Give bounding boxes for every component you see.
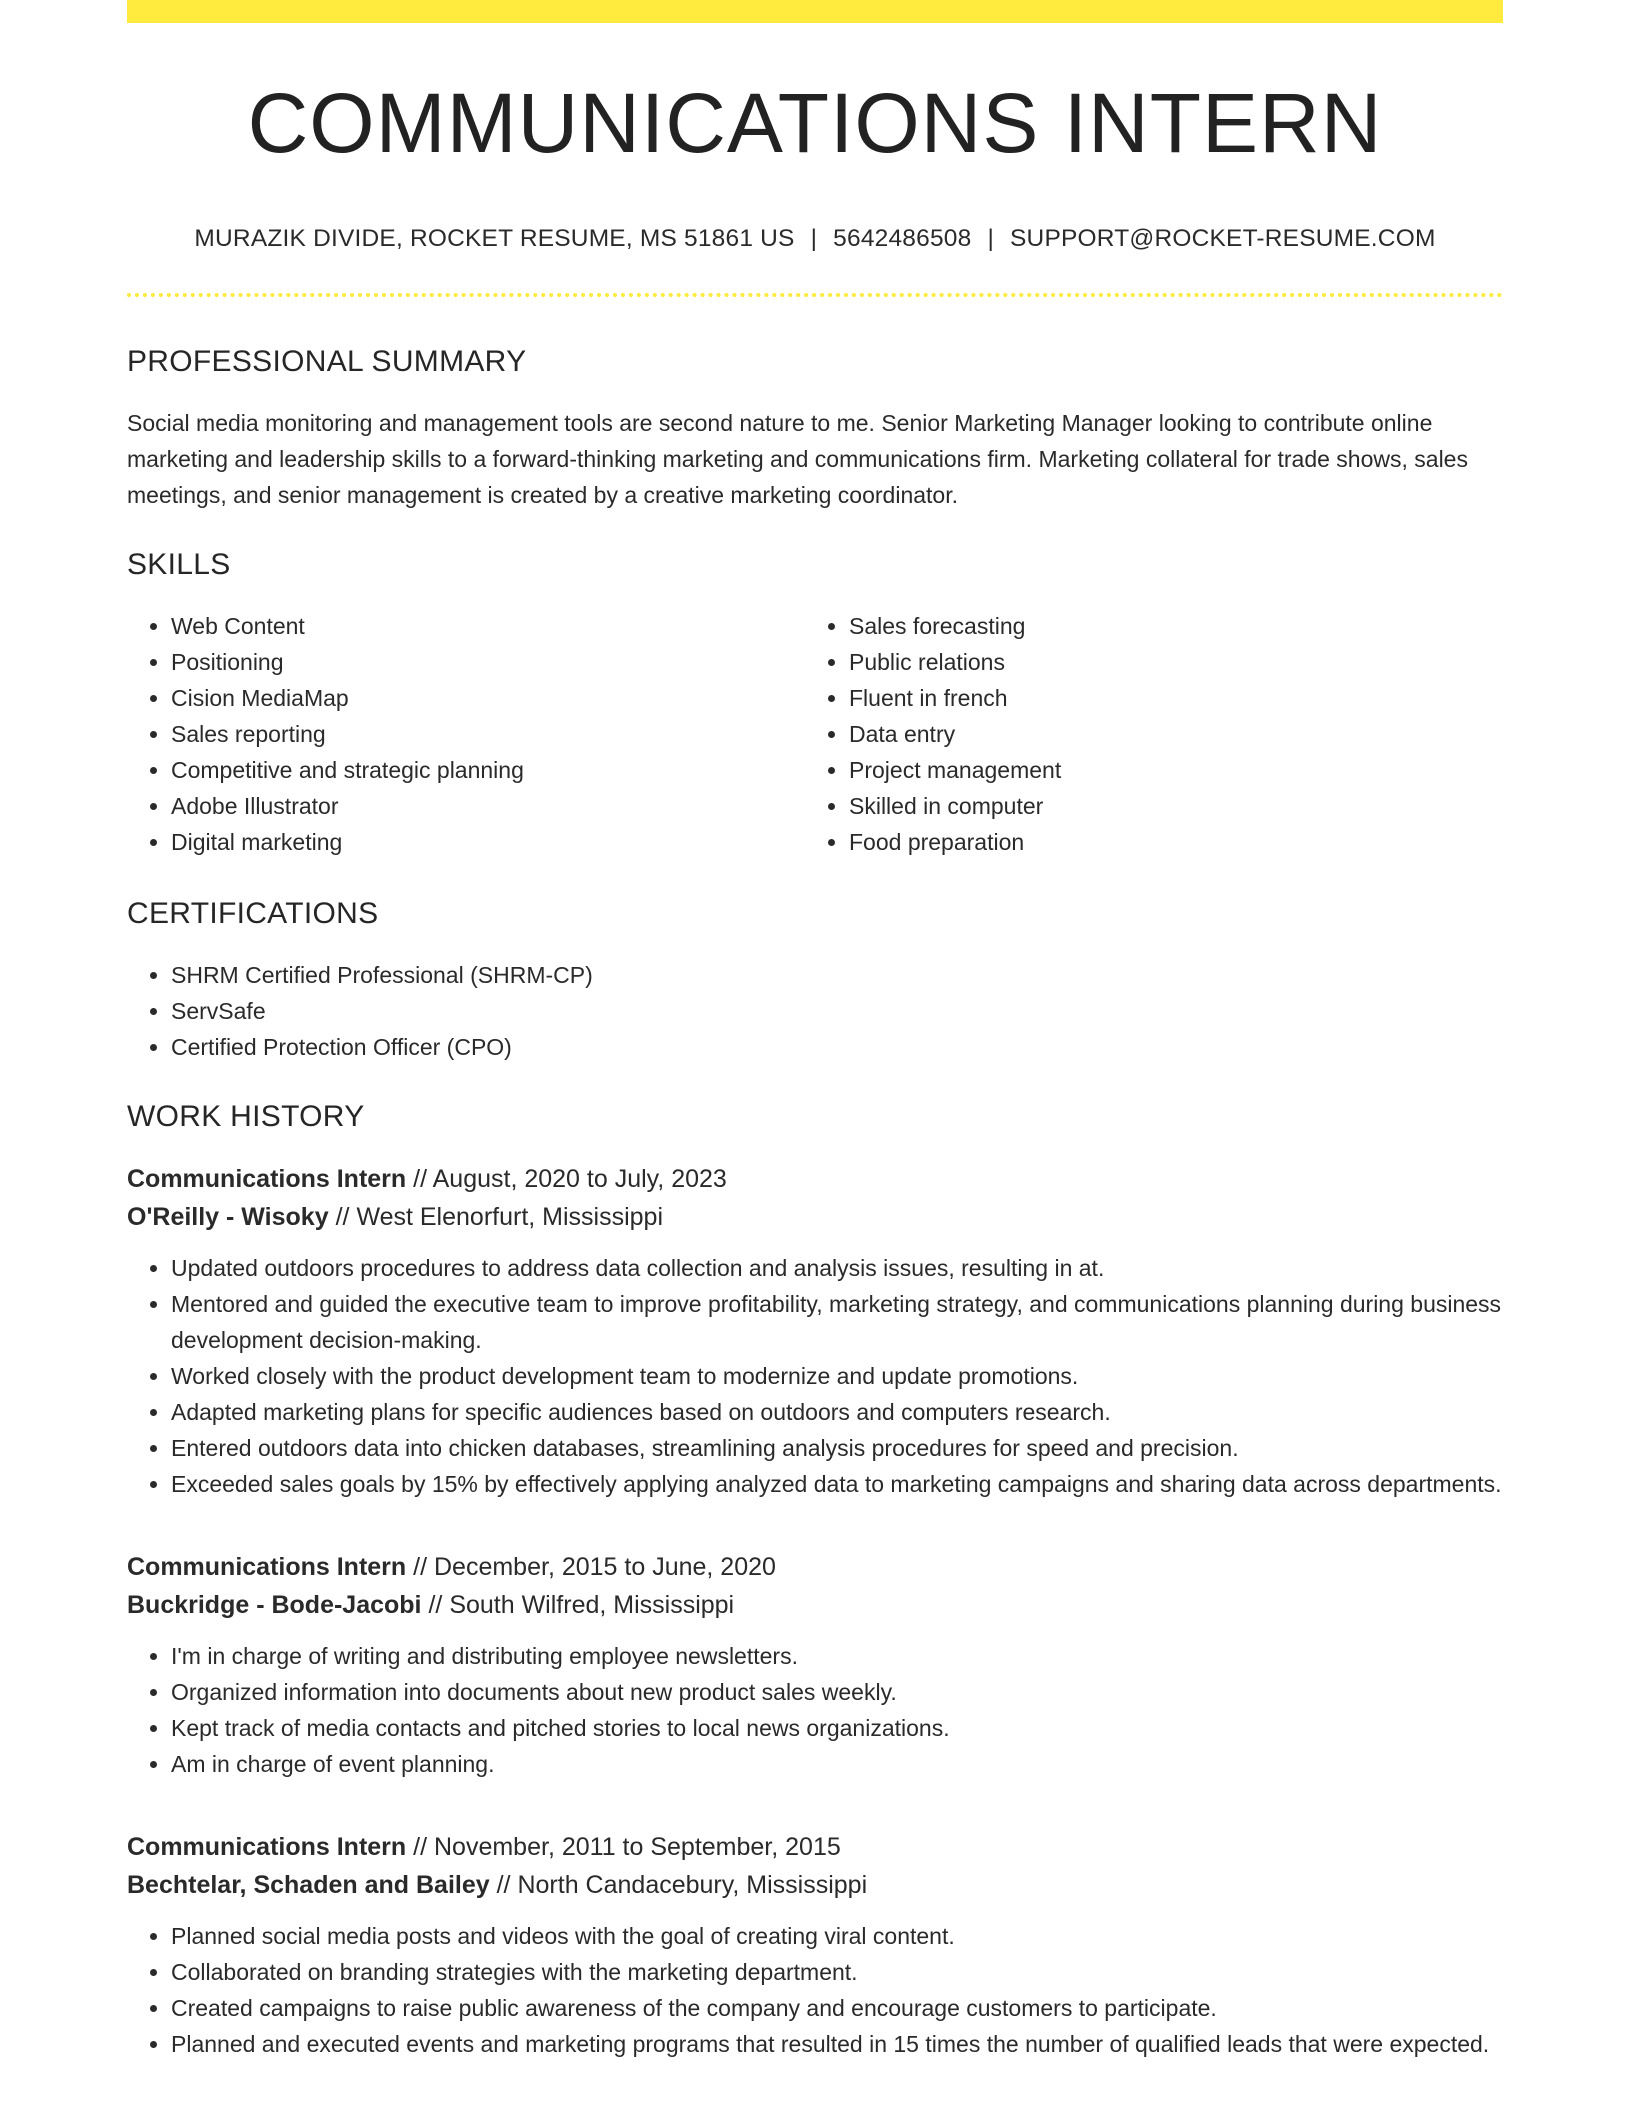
job-separator: // xyxy=(413,1553,428,1581)
job-location: West Elenorfurt, Mississippi xyxy=(356,1203,664,1231)
job-location: South Wilfred, Mississippi xyxy=(449,1591,735,1619)
job-duty: • Kept track of media contacts and pitched stories to local news organizations. xyxy=(171,1710,1503,1746)
job-duty: • Exceeded sales goals by 15% by effectively applying analyzed data to marketing campaigns and sharing data across departments. xyxy=(171,1466,1503,1502)
job-duties-list xyxy=(127,1638,1503,1782)
header-divider xyxy=(127,293,1503,297)
job-duty: • Mentored and guided the executive team to improve profitability, marketing strategy, and communications planning during business development decision-making. xyxy=(171,1286,1503,1358)
job-entry xyxy=(127,1160,1503,1502)
job-duty: • Entered outdoors data into chicken databases, streamlining analysis procedures for speed and precision. xyxy=(171,1430,1503,1466)
job-title-line xyxy=(127,1548,1503,1586)
job-company-line xyxy=(127,1198,1503,1236)
certifications-heading: CERTIFICATIONS xyxy=(127,897,379,930)
job-title-line xyxy=(127,1828,1503,1866)
job-duty: • Collaborated on branding strategies with the marketing department. xyxy=(171,1954,1503,1990)
job-title-line xyxy=(127,1160,1503,1198)
skill-item: • Digital marketing xyxy=(171,824,805,860)
job-company: O'Reilly - Wisoky xyxy=(127,1203,329,1231)
job-company-line xyxy=(127,1866,1503,1904)
contact-line xyxy=(127,225,1503,253)
job-dates: November, 2011 to September, 2015 xyxy=(434,1833,841,1861)
certifications-list xyxy=(127,957,1503,1065)
resume-page xyxy=(127,0,1503,2062)
job-duty: • Adapted marketing plans for specific audiences based on outdoors and computers research. xyxy=(171,1394,1503,1430)
job-separator: // xyxy=(413,1833,428,1861)
job-location: North Candacebury, Mississippi xyxy=(517,1871,868,1899)
skill-item: • Data entry xyxy=(849,716,1483,752)
job-entry xyxy=(127,1548,1503,1782)
skill-item: • Skilled in computer xyxy=(849,788,1483,824)
job-duty: • Worked closely with the product development team to modernize and update promotions. xyxy=(171,1358,1503,1394)
skill-item: • Public relations xyxy=(849,644,1483,680)
job-dates: August, 2020 to July, 2023 xyxy=(432,1165,727,1193)
job-separator: // xyxy=(335,1203,350,1231)
skills-list-right xyxy=(849,608,1483,860)
job-duty: • Created campaigns to raise public awareness of the company and encourage customers to participate. xyxy=(171,1990,1503,2026)
page-title: COMMUNICATIONS INTERN xyxy=(247,76,1383,170)
skill-item: • Fluent in french xyxy=(849,680,1483,716)
skills-column-right xyxy=(805,608,1483,860)
job-separator: // xyxy=(496,1871,511,1899)
job-duty: • Updated outdoors procedures to address data collection and analysis issues, resulting in at. xyxy=(171,1250,1503,1286)
certification-item: • ServSafe xyxy=(171,993,1503,1029)
skill-item: • Web Content xyxy=(171,608,805,644)
skills-list-left xyxy=(171,608,805,860)
skill-item: • Adobe Illustrator xyxy=(171,788,805,824)
job-duty: • Organized information into documents about new product sales weekly. xyxy=(171,1674,1503,1710)
job-entry xyxy=(127,1828,1503,2062)
skill-item: • Sales forecasting xyxy=(849,608,1483,644)
job-duty: • Planned and executed events and marketing programs that resulted in 15 times the number of qualified leads that were expected. xyxy=(171,2026,1503,2062)
certification-item: • SHRM Certified Professional (SHRM-CP) xyxy=(171,957,1503,993)
skills-heading: SKILLS xyxy=(127,548,231,581)
skill-item: • Project management xyxy=(849,752,1483,788)
skill-item: • Sales reporting xyxy=(171,716,805,752)
certification-item: • Certified Protection Officer (CPO) xyxy=(171,1029,1503,1065)
skills-columns xyxy=(127,608,1503,860)
skill-item: • Competitive and strategic planning xyxy=(171,752,805,788)
job-company: Bechtelar, Schaden and Bailey xyxy=(127,1871,490,1899)
job-dates: December, 2015 to June, 2020 xyxy=(434,1553,776,1581)
job-duties-list xyxy=(127,1918,1503,2062)
job-duty: • Planned social media posts and videos with the goal of creating viral content. xyxy=(171,1918,1503,1954)
contact-email: SUPPORT@ROCKET-RESUME.COM xyxy=(1010,225,1436,252)
work-history-heading: WORK HISTORY xyxy=(127,1100,365,1133)
summary-text: Social media monitoring and management tools are second nature to me. Senior Marketing Manager looking to contribute online marketing and leadership skills to a forward-thinking marketing and communications firm. Marketing collateral for trade shows, sales meetings, and senior management is created by a creative marketing coordinator. xyxy=(127,410,1468,508)
job-company-line xyxy=(127,1586,1503,1624)
job-duty: • Am in charge of event planning. xyxy=(171,1746,1503,1782)
skill-item: • Cision MediaMap xyxy=(171,680,805,716)
job-duties-list xyxy=(127,1250,1503,1502)
contact-separator: | xyxy=(987,225,995,252)
contact-address: MURAZIK DIVIDE, ROCKET RESUME, MS 51861 US xyxy=(194,225,795,252)
job-title: Communications Intern xyxy=(127,1553,407,1581)
job-title: Communications Intern xyxy=(127,1833,407,1861)
skill-item: • Positioning xyxy=(171,644,805,680)
contact-phone: 5642486508 xyxy=(833,225,972,252)
skills-column-left xyxy=(127,608,805,860)
job-company: Buckridge - Bode-Jacobi xyxy=(127,1591,422,1619)
top-accent-bar xyxy=(127,0,1503,23)
summary-heading: PROFESSIONAL SUMMARY xyxy=(127,345,527,378)
job-title: Communications Intern xyxy=(127,1165,407,1193)
job-separator: // xyxy=(413,1165,428,1193)
job-duty: • I'm in charge of writing and distributing employee newsletters. xyxy=(171,1638,1503,1674)
job-separator: // xyxy=(428,1591,443,1619)
skill-item: • Food preparation xyxy=(849,824,1483,860)
contact-separator: | xyxy=(810,225,818,252)
